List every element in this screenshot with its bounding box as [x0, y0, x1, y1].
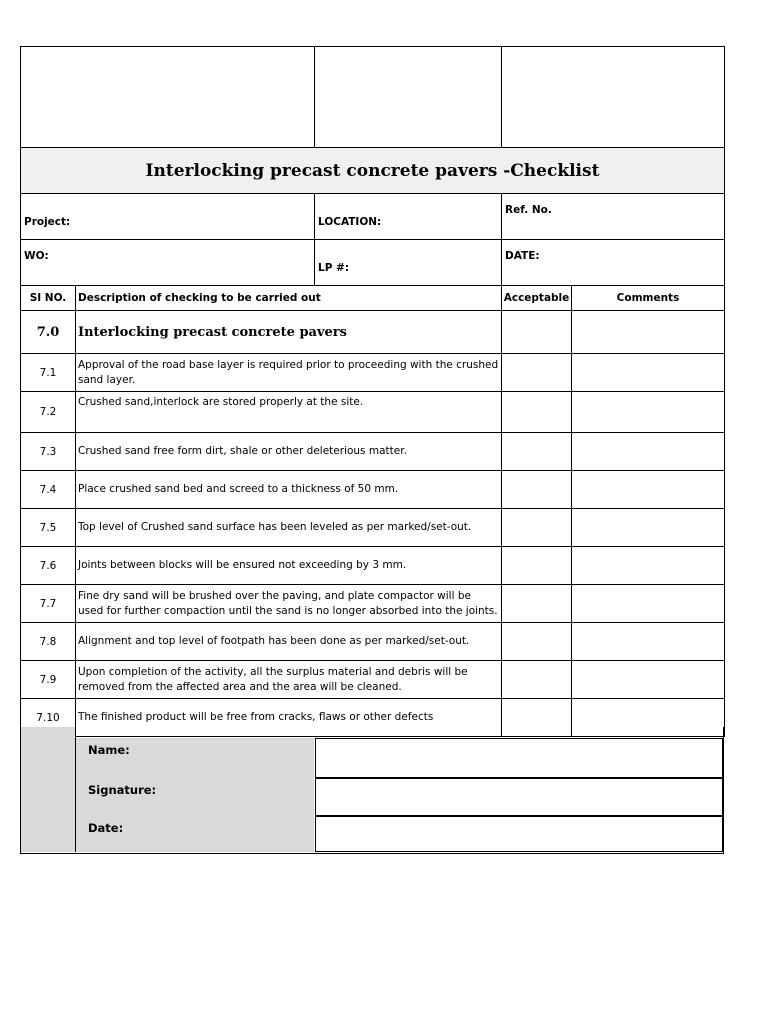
signature-label: Signature:: [76, 778, 314, 816]
logo-cell-middle: [315, 47, 502, 148]
comments-cell[interactable]: [572, 471, 725, 509]
signoff-gutter: [21, 727, 76, 852]
acceptable-cell[interactable]: [502, 509, 572, 547]
item-number: 7.10: [21, 699, 76, 737]
location-field[interactable]: LOCATION:: [315, 194, 502, 240]
comments-cell[interactable]: [572, 585, 725, 623]
project-field[interactable]: Project:: [21, 194, 315, 240]
wo-field[interactable]: WO:: [21, 240, 315, 286]
comments-cell[interactable]: [572, 354, 725, 392]
acceptable-cell[interactable]: [502, 585, 572, 623]
item-description: Top level of Crushed sand surface has been leveled as per marked/set-out.: [76, 509, 502, 547]
acceptable-cell[interactable]: [502, 623, 572, 661]
item-number: 7.2: [21, 392, 76, 433]
signoff-row-date: [76, 816, 724, 852]
item-number: 7.4: [21, 471, 76, 509]
item-description: Alignment and top level of footpath has been done as per marked/set-out.: [76, 623, 502, 661]
name-label: Name:: [76, 738, 314, 778]
item-description: The finished product will be free from cracks, flaws or other defects: [76, 699, 502, 737]
column-header-acceptable: Acceptable: [502, 286, 572, 311]
signoff-block: [20, 727, 724, 854]
item-number: 7.8: [21, 623, 76, 661]
column-header-sl: SI NO.: [21, 286, 76, 311]
item-number: 7.5: [21, 509, 76, 547]
date-signoff-field[interactable]: [315, 816, 723, 852]
comments-cell[interactable]: [572, 392, 725, 433]
item-description: Joints between blocks will be ensured not exceeding by 3 mm.: [76, 547, 502, 585]
item-number: 7.9: [21, 661, 76, 699]
item-number: 7.1: [21, 354, 76, 392]
section-row: [21, 311, 725, 354]
item-description: Approval of the road base layer is required prior to proceeding with the crushed sand layer.: [76, 354, 502, 392]
comments-cell[interactable]: [572, 509, 725, 547]
document-title: Interlocking precast concrete pavers -Checklist: [21, 148, 725, 194]
checklist-row: [21, 471, 725, 509]
checklist-row: [21, 509, 725, 547]
checklist-row: [21, 392, 725, 433]
name-field[interactable]: [315, 738, 723, 778]
item-number: 7.7: [21, 585, 76, 623]
acceptable-cell[interactable]: [502, 471, 572, 509]
title-row: [21, 148, 725, 194]
checklist-row: [21, 354, 725, 392]
lp-field[interactable]: LP #:: [315, 240, 502, 286]
item-description: Upon completion of the activity, all the surplus material and debris will be removed from the affected area and the area will be cleaned.: [76, 661, 502, 699]
section-title: Interlocking precast concrete pavers: [76, 311, 502, 354]
acceptable-cell[interactable]: [502, 354, 572, 392]
section-number: 7.0: [21, 311, 76, 354]
signoff-row-name: [76, 738, 724, 778]
item-description: Crushed sand free form dirt, shale or other deleterious matter.: [76, 433, 502, 471]
acceptable-cell[interactable]: [502, 392, 572, 433]
ref-no-field[interactable]: Ref. No.: [502, 194, 725, 240]
comments-cell[interactable]: [572, 547, 725, 585]
checklist-row: [21, 623, 725, 661]
section-comments-cell[interactable]: [572, 311, 725, 354]
checklist-row: [21, 433, 725, 471]
checklist-sheet: [20, 46, 724, 737]
column-header-comments: Comments: [572, 286, 725, 311]
comments-cell[interactable]: [572, 661, 725, 699]
signoff-row-signature: [76, 778, 724, 816]
item-description: Fine dry sand will be brushed over the paving, and plate compactor will be used for further compaction until the sand is no longer absorbed into the joints.: [76, 585, 502, 623]
item-number: 7.3: [21, 433, 76, 471]
checklist-table: [20, 46, 725, 737]
comments-cell[interactable]: [572, 623, 725, 661]
info-row-project: [21, 194, 725, 240]
checklist-row: [21, 661, 725, 699]
acceptable-cell[interactable]: [502, 547, 572, 585]
section-acceptable-cell[interactable]: [502, 311, 572, 354]
logo-cell-right: [502, 47, 725, 148]
date-label: Date:: [76, 816, 314, 852]
logo-cell-left: [21, 47, 315, 148]
signature-field[interactable]: [315, 778, 723, 816]
item-number: 7.6: [21, 547, 76, 585]
date-field[interactable]: DATE:: [502, 240, 725, 286]
acceptable-cell[interactable]: [502, 661, 572, 699]
column-header-row: [21, 286, 725, 311]
column-header-description: Description of checking to be carried out: [76, 286, 502, 311]
acceptable-cell[interactable]: [502, 433, 572, 471]
item-description: Crushed sand,interlock are stored properly at the site.: [76, 392, 502, 433]
logo-header-row: [21, 47, 725, 148]
comments-cell[interactable]: [572, 433, 725, 471]
checklist-row: [21, 547, 725, 585]
checklist-row: [21, 585, 725, 623]
info-row-wo: [21, 240, 725, 286]
item-description: Place crushed sand bed and screed to a thickness of 50 mm.: [76, 471, 502, 509]
